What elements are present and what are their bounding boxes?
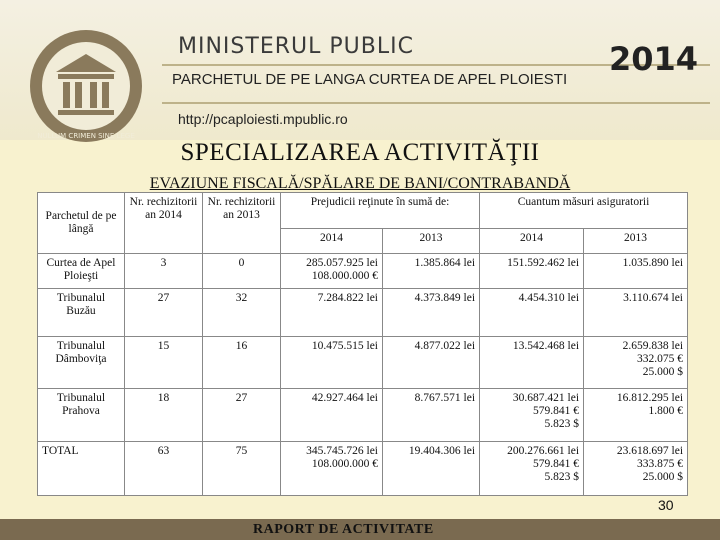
- mas-2013-cell-line: 333.875 €: [637, 457, 684, 470]
- mas-2013-cell: [584, 389, 688, 441]
- row-name: Tribunalul Buzău: [38, 289, 125, 337]
- header-banner: [0, 0, 720, 140]
- mas-2014-cell-line: 30.687.421 lei: [512, 392, 580, 405]
- mas-2013-cell-line: 1.035.890 lei: [622, 256, 684, 269]
- prej-2014-cell-line: 42.927.464 lei: [311, 392, 378, 405]
- mas-2013-cell-line: 2.659.838 lei: [622, 340, 684, 353]
- header-prejudicii: Prejudicii reţinute în sumă de:: [281, 193, 480, 229]
- prej-2013-cell-line: 19.404.306 lei: [408, 444, 476, 457]
- req-2013-cell: 32: [203, 289, 281, 337]
- mas-2014-cell-line: 13.542.468 lei: [512, 340, 580, 353]
- page-title: SPECIALIZAREA ACTIVITĂŢII: [180, 139, 540, 166]
- page-number: 30: [658, 497, 674, 513]
- mas-2014-cell: [480, 441, 584, 495]
- prej-2013-cell-line: 1.385.864 lei: [414, 256, 476, 269]
- table-row: [38, 253, 688, 289]
- header-year: 2013: [383, 228, 480, 253]
- statistics-table: [37, 192, 688, 496]
- prej-2014-cell-line: 345.745.726 lei: [306, 444, 378, 457]
- req-2014-cell: 27: [125, 289, 203, 337]
- prej-2013-cell: [383, 389, 480, 441]
- prej-2013-cell-line: 4.877.022 lei: [414, 340, 476, 353]
- req-2013-cell: 16: [203, 337, 281, 389]
- report-year: 2014: [609, 40, 699, 78]
- mas-2014-cell-line: 5.823 $: [544, 418, 580, 431]
- row-name: Curtea de Apel Ploieşti: [38, 253, 125, 289]
- mas-2014-cell-line: 5.823 $: [544, 470, 580, 483]
- footer-title: RAPORT DE ACTIVITATE: [253, 522, 434, 537]
- mas-2014-cell: [480, 253, 584, 289]
- total-row: [38, 441, 688, 495]
- prej-2013-cell: [383, 253, 480, 289]
- prej-2013-cell: [383, 441, 480, 495]
- ministry-logo: [22, 26, 150, 146]
- row-name: Tribunalul Prahova: [38, 389, 125, 441]
- prej-2013-cell-line: 4.373.849 lei: [414, 292, 476, 305]
- mas-2013-cell: [584, 337, 688, 389]
- prej-2014-cell-line: 108.000.000 €: [311, 457, 378, 470]
- website-link[interactable]: http://pcaploiesti.mpublic.ro: [178, 111, 348, 127]
- page-subtitle: EVAZIUNE FISCALĂ/SPĂLARE DE BANI/CONTRABANDĂ: [149, 175, 571, 192]
- mas-2014-cell-line: 579.841 €: [533, 405, 580, 418]
- prej-2014-cell: [281, 289, 383, 337]
- row-name: Tribunalul Dâmboviţa: [38, 337, 125, 389]
- table-row: [38, 389, 688, 441]
- logo-motto: NULLUM CRIMEN SINE LEGE: [37, 132, 135, 140]
- row-name: TOTAL: [38, 441, 125, 495]
- req-2014-cell: 18: [125, 389, 203, 441]
- header-year: 2014: [281, 228, 383, 253]
- req-2014-cell: 3: [125, 253, 203, 289]
- header-parchet: Parchetul de pe lângă: [38, 193, 125, 254]
- mas-2013-cell-line: 332.075 €: [637, 353, 684, 366]
- header-masuri: Cuantum măsuri asiguratorii: [480, 193, 688, 229]
- mas-2014-cell-line: 151.592.462 lei: [507, 256, 580, 269]
- prej-2014-cell: [281, 337, 383, 389]
- req-2013-cell: 27: [203, 389, 281, 441]
- mas-2013-cell-line: 25.000 $: [642, 366, 684, 379]
- ministry-title: MINISTERUL PUBLIC: [178, 34, 414, 59]
- req-2013-cell: 0: [203, 253, 281, 289]
- table-header-row: [38, 193, 688, 229]
- mas-2013-cell-line: 16.812.295 lei: [616, 392, 684, 405]
- mas-2013-cell: [584, 441, 688, 495]
- table-row: [38, 289, 688, 337]
- req-2014-cell: 63: [125, 441, 203, 495]
- mas-2014-cell-line: 200.276.661 lei: [507, 444, 580, 457]
- header-year: 2014: [480, 228, 584, 253]
- prej-2013-cell-line: 8.767.571 lei: [414, 392, 476, 405]
- mas-2014-cell-line: 4.454.310 lei: [518, 292, 580, 305]
- mas-2013-cell-line: 1.800 €: [648, 405, 684, 418]
- mas-2013-cell-line: 25.000 $: [642, 470, 684, 483]
- mas-2014-cell: [480, 389, 584, 441]
- mas-2013-cell: [584, 289, 688, 337]
- prej-2013-cell: [383, 289, 480, 337]
- mas-2013-cell-line: 3.110.674 lei: [623, 292, 684, 305]
- req-2014-cell: 15: [125, 337, 203, 389]
- prej-2014-cell-line: 7.284.822 lei: [317, 292, 378, 305]
- prej-2014-cell-line: 10.475.515 lei: [311, 340, 378, 353]
- prej-2014-cell: [281, 441, 383, 495]
- req-2013-cell: 75: [203, 441, 281, 495]
- prej-2014-cell-line: 108.000.000 €: [311, 269, 378, 282]
- prej-2014-cell: [281, 253, 383, 289]
- parchet-name: PARCHETUL DE PE LANGA CURTEA DE APEL PLOIESTI: [172, 71, 568, 88]
- header-divider: [162, 102, 710, 104]
- mas-2013-cell: [584, 253, 688, 289]
- prej-2014-cell-line: 285.057.925 lei: [306, 256, 378, 269]
- header-year: 2013: [584, 228, 688, 253]
- mas-2013-cell-line: 23.618.697 lei: [616, 444, 684, 457]
- mas-2014-cell: [480, 337, 584, 389]
- mas-2014-cell: [480, 289, 584, 337]
- prej-2014-cell: [281, 389, 383, 441]
- header-req-2013: Nr. rechizitorii an 2013: [203, 193, 281, 254]
- header-req-2014: Nr. rechizitorii an 2014: [125, 193, 203, 254]
- mas-2014-cell-line: 579.841 €: [533, 457, 580, 470]
- prej-2013-cell: [383, 337, 480, 389]
- table-row: [38, 337, 688, 389]
